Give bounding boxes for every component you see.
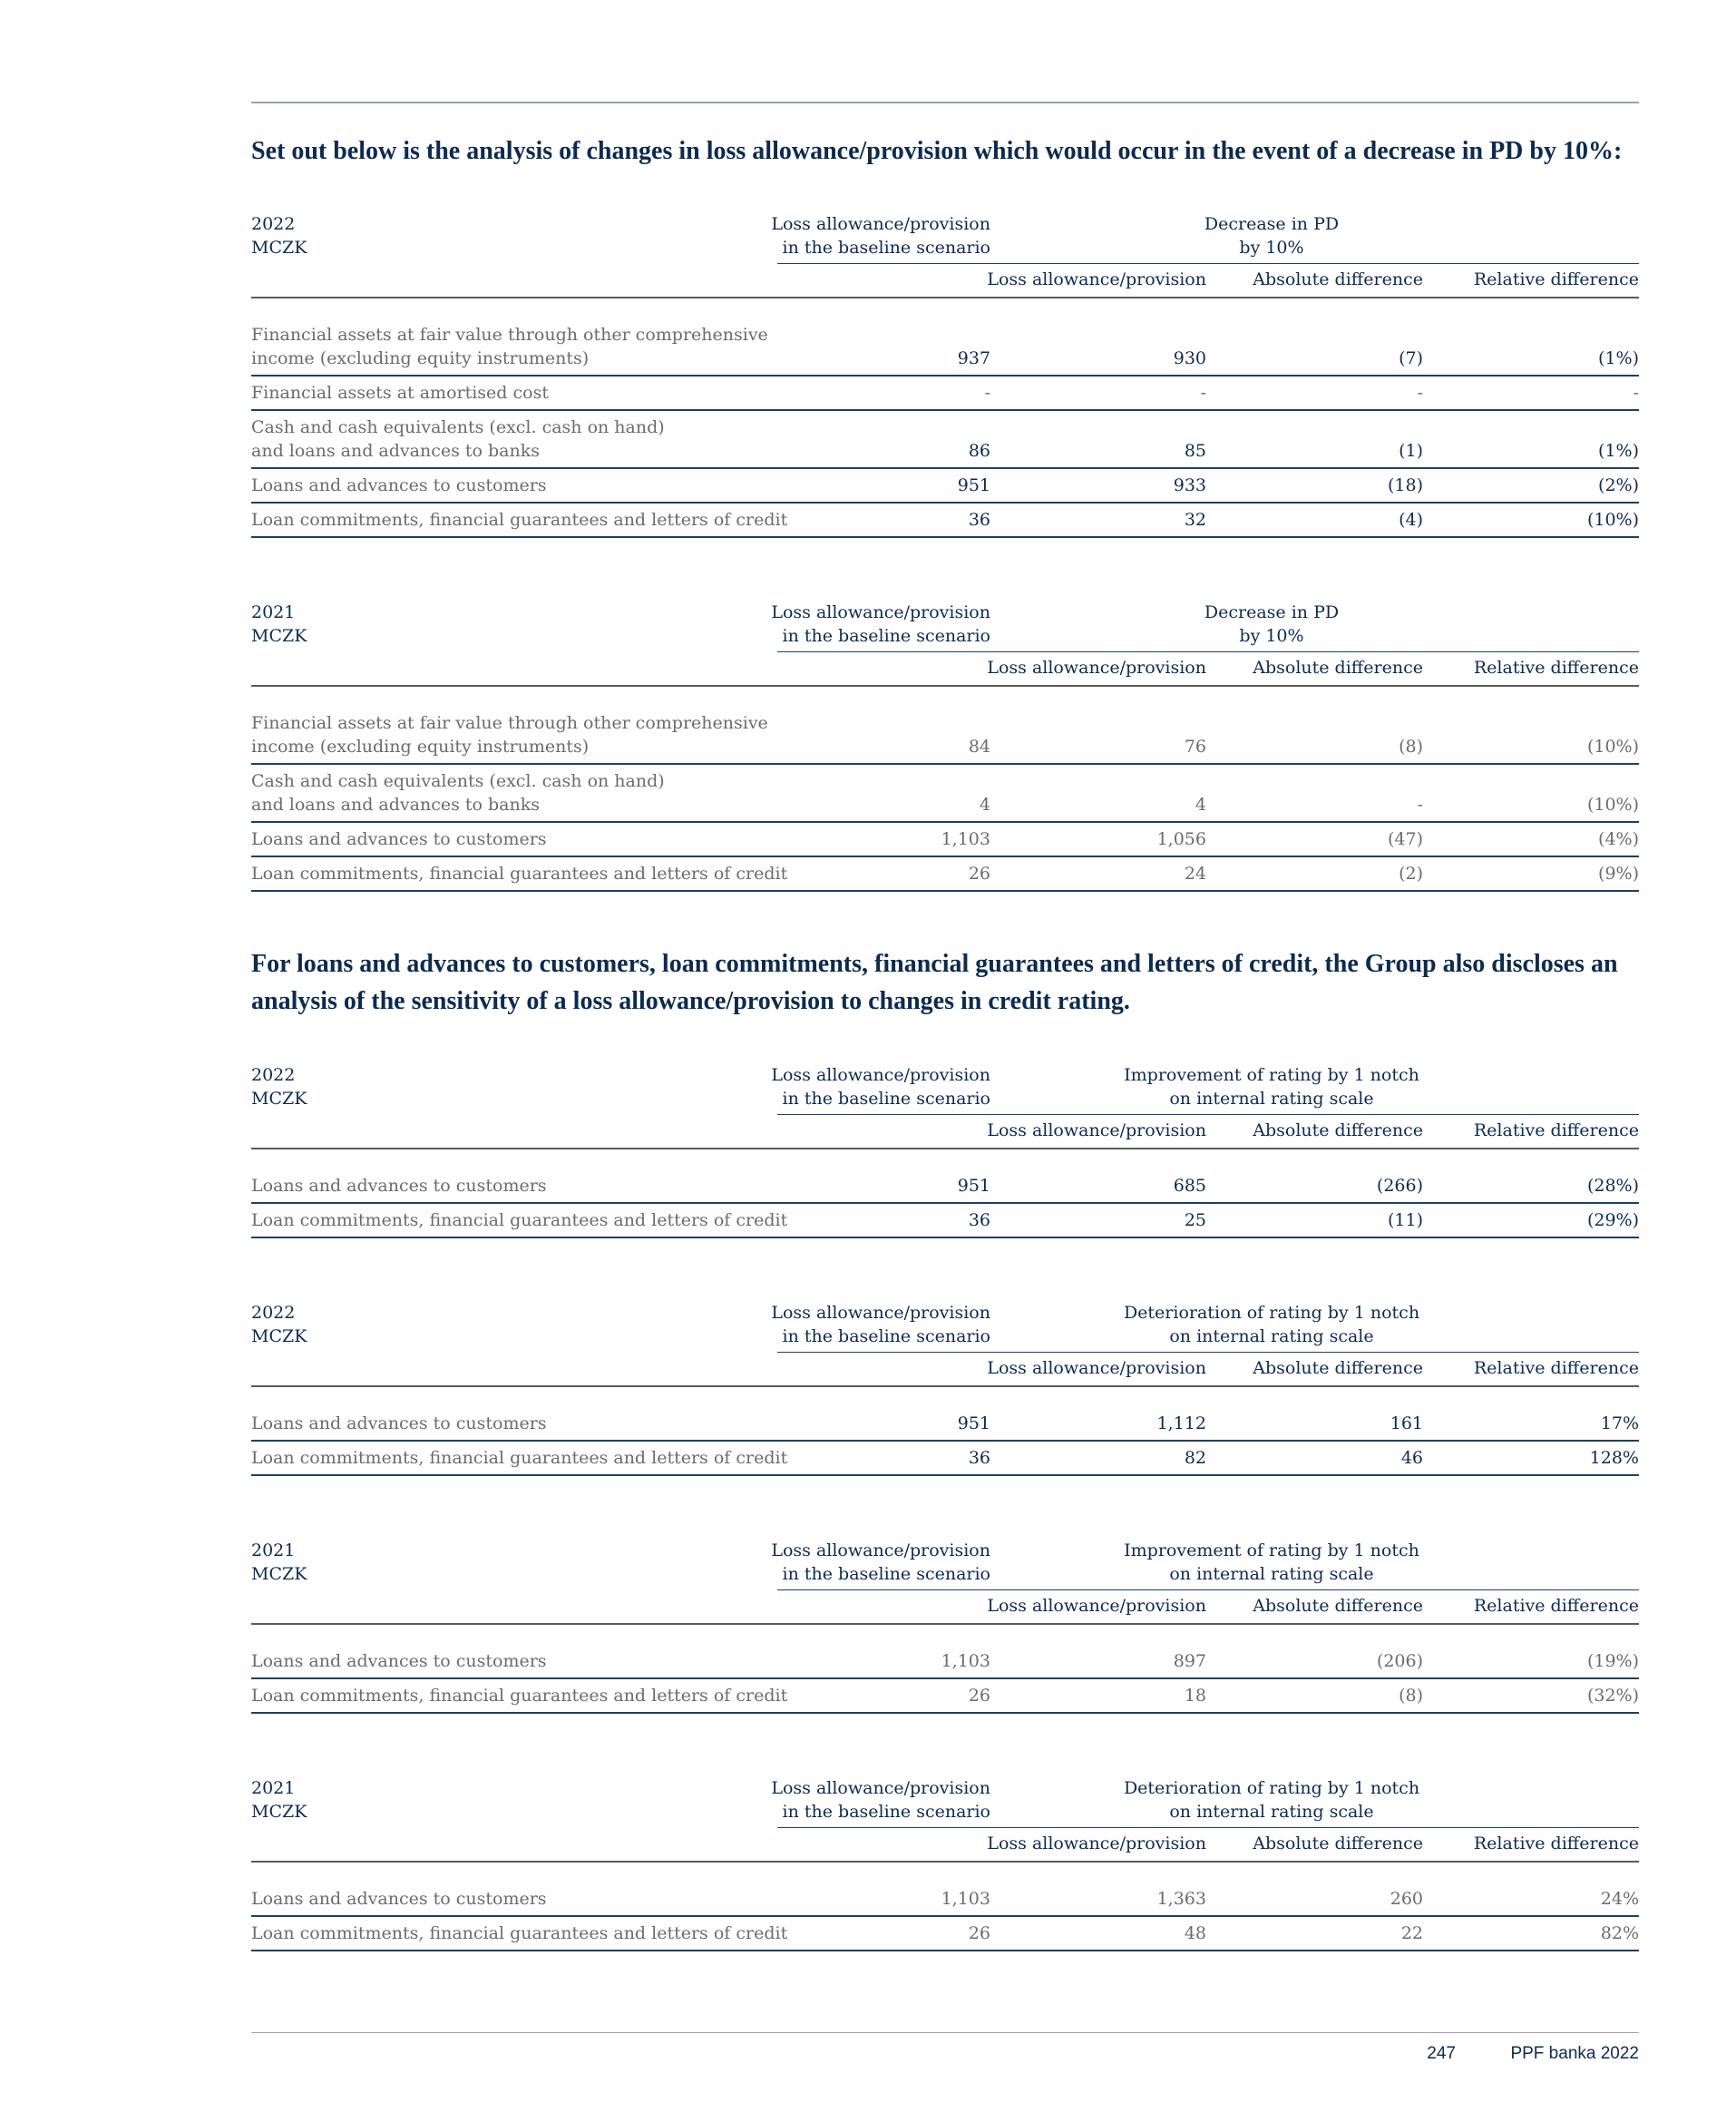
cell-absolute: (1) [1399, 441, 1423, 461]
cell-loss: 24 [1184, 864, 1206, 884]
table-currency: MCZK [251, 1802, 307, 1822]
column-subheaders [251, 264, 1639, 297]
cell-relative: (10%) [1586, 510, 1639, 530]
cell-absolute: - [1417, 383, 1423, 403]
table-rating-deterioration-2022 [251, 1299, 1639, 1476]
row-label: Loan commitments, financial guarantees and letters of credit [251, 510, 788, 530]
scenario-header: Improvement of rating by 1 notch [1124, 1065, 1419, 1085]
scenario-header-sub: by 10% [1239, 626, 1304, 646]
header-rule [251, 1385, 1639, 1387]
cell-baseline: 26 [968, 1686, 990, 1706]
row-label: Loans and advances to customers [251, 829, 547, 849]
cell-absolute: 46 [1400, 1448, 1423, 1468]
cell-absolute: (47) [1387, 829, 1423, 849]
row-label: Financial assets at fair value through other comprehensive [251, 713, 768, 733]
scenario-header-sub: on internal rating scale [1169, 1564, 1374, 1584]
table-row [251, 1442, 1639, 1476]
table-year: 2022 [251, 1065, 296, 1085]
cell-absolute: (206) [1376, 1651, 1423, 1671]
table-currency: MCZK [251, 1564, 307, 1584]
cell-absolute: 22 [1400, 1923, 1423, 1943]
cell-baseline: 1,103 [941, 829, 990, 849]
cell-loss: 32 [1184, 510, 1206, 530]
table-row [251, 1204, 1639, 1238]
cell-absolute: (4) [1399, 510, 1423, 530]
table-rating-improvement-2021 [251, 1537, 1639, 1714]
cell-relative: (4%) [1598, 829, 1639, 849]
table-rating-improvement-2022 [251, 1061, 1639, 1238]
cell-absolute: (11) [1387, 1210, 1423, 1230]
table-currency: MCZK [251, 1326, 307, 1346]
col-absolute-difference: Absolute difference [1253, 269, 1423, 289]
cell-baseline: 4 [979, 795, 990, 815]
table-rating-deterioration-2021 [251, 1775, 1639, 1951]
table-body [251, 1169, 1639, 1238]
row-label: Financial assets at fair value through other comprehensive [251, 325, 768, 345]
table-row [251, 823, 1639, 857]
cell-baseline: 86 [968, 441, 990, 461]
col-absolute-difference: Absolute difference [1253, 658, 1423, 678]
table-row [251, 765, 1639, 823]
col-relative-difference: Relative difference [1473, 1120, 1639, 1140]
cell-loss: 685 [1173, 1176, 1206, 1196]
column-subheaders [251, 1590, 1639, 1623]
cell-loss: - [1200, 383, 1206, 403]
cell-absolute: (2) [1399, 864, 1423, 884]
section-heading-pd: Set out below is the analysis of changes in loss allowance/provision which would occur in the event of a decrease in PD by 10%: [251, 137, 1623, 165]
table-body [251, 1407, 1639, 1476]
row-label: Loan commitments, financial guarantees and letters of credit [251, 1448, 788, 1468]
table-row [251, 1882, 1639, 1917]
cell-baseline: 84 [968, 737, 990, 757]
col-absolute-difference: Absolute difference [1253, 1834, 1423, 1853]
baseline-header-sub: in the baseline scenario [782, 238, 990, 258]
cell-relative: (10%) [1586, 737, 1639, 757]
row-label: Loan commitments, financial guarantees and letters of credit [251, 1210, 788, 1230]
cell-baseline: 951 [957, 1413, 990, 1433]
cell-loss: 1,112 [1156, 1413, 1206, 1433]
table-row [251, 411, 1639, 469]
cell-relative: (10%) [1586, 795, 1639, 815]
cell-baseline: 36 [968, 1448, 990, 1468]
table-row [251, 1645, 1639, 1679]
header-rule [251, 1861, 1639, 1863]
col-loss-allowance: Loss allowance/provision [987, 1596, 1206, 1616]
cell-absolute: (266) [1376, 1176, 1423, 1196]
table-currency: MCZK [251, 1089, 307, 1109]
cell-relative: (32%) [1586, 1686, 1639, 1706]
row-label: Cash and cash equivalents (excl. cash on hand) [251, 771, 665, 791]
cell-relative: 128% [1589, 1448, 1639, 1468]
col-loss-allowance: Loss allowance/provision [987, 269, 1206, 289]
table-year: 2021 [251, 1540, 296, 1560]
cell-relative: (9%) [1598, 864, 1639, 884]
cell-absolute: 161 [1390, 1413, 1423, 1433]
cell-baseline: 951 [957, 475, 990, 495]
cell-relative: 82% [1600, 1923, 1639, 1943]
col-loss-allowance: Loss allowance/provision [987, 1120, 1206, 1140]
table-header [251, 1537, 1639, 1589]
cell-absolute: (8) [1399, 1686, 1423, 1706]
scenario-header: Decrease in PD [1204, 214, 1340, 234]
scenario-header-sub: on internal rating scale [1169, 1326, 1374, 1346]
table-header [251, 1061, 1639, 1114]
table-row [251, 376, 1639, 411]
col-relative-difference: Relative difference [1473, 1358, 1639, 1378]
cell-loss: 1,056 [1156, 829, 1206, 849]
column-subheaders [251, 1353, 1639, 1385]
row-label: Loan commitments, financial guarantees and letters of credit [251, 864, 788, 884]
row-label: Loans and advances to customers [251, 1651, 547, 1671]
table-row [251, 1407, 1639, 1442]
scenario-header: Deterioration of rating by 1 notch [1123, 1303, 1420, 1323]
header-rule [251, 297, 1639, 298]
cell-baseline: - [984, 383, 990, 403]
table-header [251, 210, 1639, 263]
row-label: Financial assets at amortised cost [251, 383, 549, 403]
cell-baseline: 1,103 [941, 1889, 990, 1909]
row-label: Loans and advances to customers [251, 1176, 547, 1196]
cell-loss: 933 [1173, 475, 1206, 495]
col-relative-difference: Relative difference [1473, 1596, 1639, 1616]
table-year: 2022 [251, 1303, 296, 1323]
baseline-header: Loss allowance/provision [771, 1303, 990, 1323]
table-row [251, 1169, 1639, 1204]
table-row [251, 857, 1639, 892]
cell-relative: 17% [1600, 1413, 1639, 1433]
baseline-header-sub: in the baseline scenario [782, 626, 990, 646]
baseline-header-sub: in the baseline scenario [782, 1802, 990, 1822]
table-row [251, 504, 1639, 538]
scenario-header-sub: on internal rating scale [1169, 1802, 1374, 1822]
cell-baseline: 36 [968, 510, 990, 530]
table-currency: MCZK [251, 238, 307, 258]
row-label-cont: income (excluding equity instruments) [251, 737, 590, 757]
table-year: 2021 [251, 1778, 296, 1798]
table-currency: MCZK [251, 626, 307, 646]
col-loss-allowance: Loss allowance/provision [987, 1358, 1206, 1378]
cell-absolute: (8) [1399, 737, 1423, 757]
cell-loss: 18 [1184, 1686, 1206, 1706]
cell-loss: 897 [1173, 1651, 1206, 1671]
table-row [251, 707, 1639, 765]
cell-baseline: 937 [957, 348, 990, 368]
table-year: 2021 [251, 602, 296, 622]
scenario-header-sub: by 10% [1239, 238, 1304, 258]
cell-loss: 85 [1184, 441, 1206, 461]
header-rule [251, 1623, 1639, 1625]
cell-relative: - [1633, 383, 1639, 403]
table-header [251, 1775, 1639, 1827]
cell-baseline: 1,103 [941, 1651, 990, 1671]
table-header [251, 599, 1639, 651]
col-relative-difference: Relative difference [1473, 1834, 1639, 1853]
cell-loss: 48 [1184, 1923, 1206, 1943]
scenario-header: Deterioration of rating by 1 notch [1123, 1778, 1420, 1798]
col-absolute-difference: Absolute difference [1253, 1358, 1423, 1378]
column-subheaders [251, 652, 1639, 685]
col-absolute-difference: Absolute difference [1253, 1596, 1423, 1616]
cell-baseline: 26 [968, 864, 990, 884]
document-name: PPF banka 2022 [1510, 2044, 1639, 2063]
row-label: Loans and advances to customers [251, 1413, 547, 1433]
cell-absolute: (7) [1399, 348, 1423, 368]
column-subheaders [251, 1828, 1639, 1861]
table-body [251, 318, 1639, 538]
cell-absolute: 260 [1390, 1889, 1423, 1909]
table-row [251, 318, 1639, 376]
cell-relative: (1%) [1598, 348, 1639, 368]
row-label-cont: income (excluding equity instruments) [251, 348, 590, 368]
section-heading-rating: For loans and advances to customers, loan commitments, financial guarantees and letters of credit, the Group also discloses an analysis of the sensitivity of a loss allowance/provision to changes in credit rating. [251, 950, 1618, 1015]
scenario-header-sub: on internal rating scale [1169, 1089, 1374, 1109]
cell-relative: (2%) [1598, 475, 1639, 495]
table-row [251, 1917, 1639, 1951]
col-relative-difference: Relative difference [1473, 658, 1639, 678]
table-pd-2021 [251, 599, 1639, 892]
row-label: Loan commitments, financial guarantees and letters of credit [251, 1686, 788, 1706]
baseline-header-sub: in the baseline scenario [782, 1089, 990, 1109]
row-label: Loans and advances to customers [251, 475, 547, 495]
cell-baseline: 36 [968, 1210, 990, 1230]
cell-relative: (1%) [1598, 441, 1639, 461]
baseline-header: Loss allowance/provision [771, 602, 990, 622]
baseline-header: Loss allowance/provision [771, 1065, 990, 1085]
table-header [251, 1299, 1639, 1352]
scenario-header: Decrease in PD [1204, 602, 1340, 622]
cell-loss: 930 [1173, 348, 1206, 368]
table-row [251, 469, 1639, 504]
table-year: 2022 [251, 214, 296, 234]
table-row [251, 1679, 1639, 1714]
table-body [251, 1645, 1639, 1714]
cell-absolute: (18) [1387, 475, 1423, 495]
col-relative-difference: Relative difference [1473, 269, 1639, 289]
baseline-header: Loss allowance/provision [771, 1778, 990, 1798]
table-body [251, 1882, 1639, 1951]
col-loss-allowance: Loss allowance/provision [987, 1834, 1206, 1853]
baseline-header-sub: in the baseline scenario [782, 1326, 990, 1346]
scenario-header: Improvement of rating by 1 notch [1124, 1540, 1419, 1560]
cell-absolute: - [1417, 795, 1423, 815]
footer-divider [251, 2032, 1639, 2033]
baseline-header: Loss allowance/provision [771, 1540, 990, 1560]
column-subheaders [251, 1115, 1639, 1148]
cell-loss: 1,363 [1156, 1889, 1206, 1909]
cell-relative: (29%) [1586, 1210, 1639, 1230]
cell-loss: 82 [1184, 1448, 1206, 1468]
row-label-cont: and loans and advances to banks [251, 795, 540, 815]
cell-loss: 76 [1184, 737, 1206, 757]
cell-loss: 4 [1195, 795, 1206, 815]
baseline-header: Loss allowance/provision [771, 214, 990, 234]
table-pd-2022 [251, 210, 1639, 538]
header-rule [251, 1148, 1639, 1149]
cell-baseline: 26 [968, 1923, 990, 1943]
top-divider [251, 102, 1639, 103]
cell-baseline: 951 [957, 1176, 990, 1196]
table-body [251, 707, 1639, 892]
row-label: Cash and cash equivalents (excl. cash on hand) [251, 417, 665, 437]
cell-relative: (19%) [1586, 1651, 1639, 1671]
row-label: Loans and advances to customers [251, 1889, 547, 1909]
header-rule [251, 685, 1639, 687]
page-number: 247 [1427, 2044, 1456, 2063]
cell-relative: (28%) [1586, 1176, 1639, 1196]
row-label: Loan commitments, financial guarantees and letters of credit [251, 1923, 788, 1943]
cell-loss: 25 [1184, 1210, 1206, 1230]
col-loss-allowance: Loss allowance/provision [987, 658, 1206, 678]
row-label-cont: and loans and advances to banks [251, 441, 540, 461]
col-absolute-difference: Absolute difference [1253, 1120, 1423, 1140]
baseline-header-sub: in the baseline scenario [782, 1564, 990, 1584]
cell-relative: 24% [1600, 1889, 1639, 1909]
